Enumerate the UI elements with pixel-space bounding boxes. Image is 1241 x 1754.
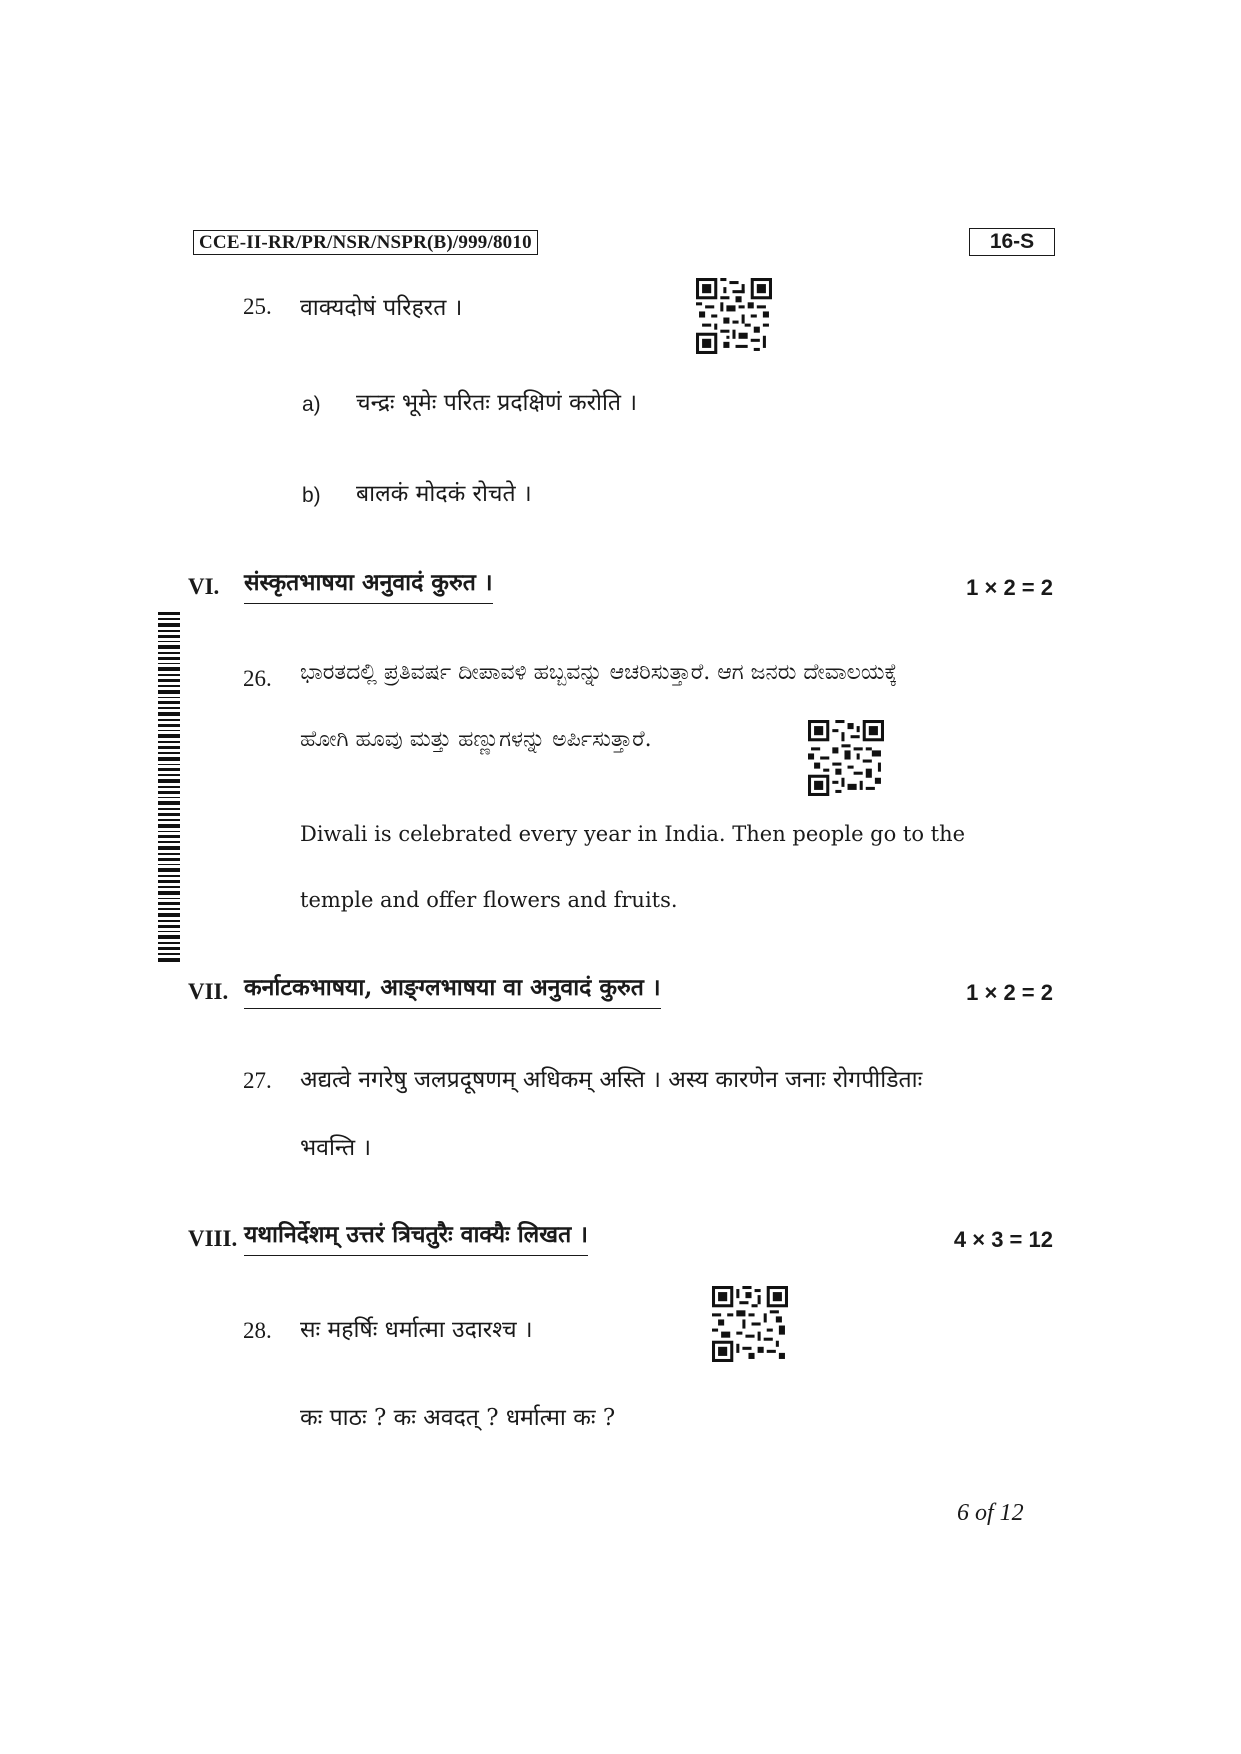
section-marks: 1 × 2 = 2 (966, 575, 1053, 600)
section-marks: 4 × 3 = 12 (953, 1227, 1053, 1252)
question-text: भवन्ति । (300, 1135, 372, 1161)
question-text: अद्यत्वे नगरेषु जलप्रदूषणम् अधिकम् अस्ति । अस्य कारणेन जनाः रोगपीडिताः (300, 1067, 923, 1093)
section-number: VIII. (188, 1226, 238, 1251)
question-number: 26. (243, 666, 272, 691)
sub-questions: कः पाठः ? कः अवदत् ? धर्मात्मा कः ? (300, 1405, 616, 1431)
qr-code-icon (696, 278, 772, 354)
question-number: 25. (243, 294, 272, 319)
section-title: कर्नाटकभाषया, आङ्ग्लभाषया वा अनुवादं कुरुत । (244, 970, 661, 1009)
exam-code: CCE-II-RR/PR/NSR/NSPR(B)/999/8010 (193, 230, 538, 255)
option-text: बालकं मोदकं रोचते । (356, 481, 532, 507)
question-number: 28. (243, 1318, 272, 1343)
kannada-text: ಹೋಗಿ ಹೂವು ಮತ್ತು ಹಣ್ಣುಗಳನ್ನು ಅರ್ಪಿಸುತ್ತಾರೆ. (300, 727, 652, 752)
paper-code: 16-S (969, 228, 1055, 256)
section-title: संस्कृतभाषया अनुवादं कुरुत । (244, 565, 493, 604)
barcode-icon (158, 612, 180, 962)
option-label: a) (302, 393, 321, 416)
option-text: चन्द्रः भूमेः परितः प्रदक्षिणं करोति । (356, 390, 638, 416)
kannada-text: ಭಾರತದಲ್ಲಿ ಪ್ರತಿವರ್ಷ ದೀಪಾವಳಿ ಹಬ್ಬವನ್ನು ಆಚರಿಸುತ್ತಾರೆ. ಆಗ ಜನರು ದೇವಾಲಯಕ್ಕೆ (300, 660, 898, 685)
section-number: VI. (188, 574, 220, 599)
option-label: b) (302, 484, 321, 507)
qr-code-icon (712, 1286, 788, 1362)
question-text: वाक्यदोषं परिहरत । (300, 295, 463, 321)
section-marks: 1 × 2 = 2 (966, 980, 1053, 1005)
page-number: 6 of 12 (957, 1500, 1024, 1526)
qr-code-icon (808, 720, 884, 796)
section-title: यथानिर्देशम् उत्तरं त्रिचतुरैः वाक्यैः लिखत । (244, 1217, 588, 1256)
question-text: सः महर्षिः धर्मात्मा उदारश्च । (300, 1317, 533, 1343)
section-number: VII. (188, 979, 229, 1004)
question-number: 27. (243, 1068, 272, 1093)
english-text: temple and offer flowers and fruits. (300, 888, 678, 912)
english-text: Diwali is celebrated every year in India. Then people go to the (300, 822, 966, 846)
